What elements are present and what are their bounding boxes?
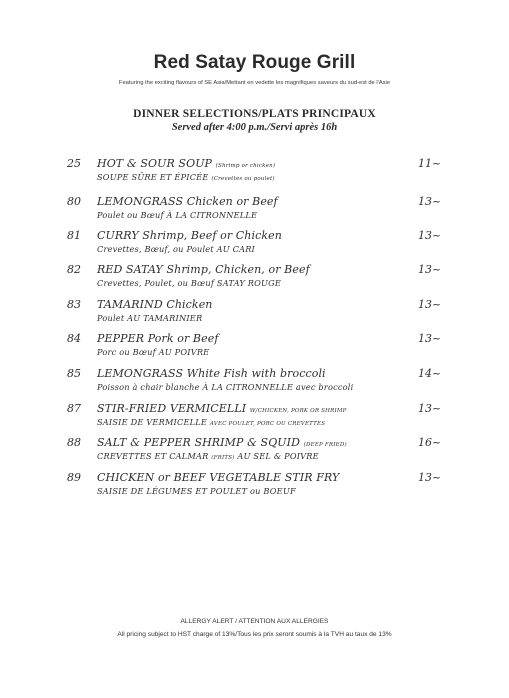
item-french: Porc ou Bœuf AU POIVRE	[97, 347, 210, 357]
menu-item	[0, 157, 509, 187]
item-name: CHICKEN or BEEF VEGETABLE STIR FRY	[97, 471, 340, 484]
item-price: 13~	[418, 332, 442, 345]
menu-item	[0, 402, 509, 432]
item-french-note: (FRITS)	[211, 455, 235, 461]
item-french: Poulet ou Bœuf À LA CITRONNELLE	[97, 210, 258, 220]
item-name: PEPPER Pork or Beef	[97, 332, 219, 345]
item-french: Crevettes, Poulet, ou Bœuf SATAY ROUGE	[97, 278, 282, 288]
item-french: CREVETTES ET CALMAR (FRITS) AU SEL & POIVRE	[97, 451, 319, 461]
item-french-note: (Crevettes ou poulet)	[211, 176, 275, 182]
allergy-alert: ALLERGY ALERT / ATTENTION AUX ALLERGIES	[180, 618, 329, 625]
item-name: LEMONGRASS White Fish with broccoli	[97, 367, 326, 380]
item-price: 13~	[418, 402, 442, 415]
item-name: STIR-FRIED VERMICELLI W/CHICKEN, PORK OR SHRIMP	[97, 402, 347, 415]
item-name: LEMONGRASS Chicken or Beef	[97, 195, 278, 208]
item-french: Poulet AU TAMARINIER	[97, 313, 203, 323]
item-french: Crevettes, Bœuf, ou Poulet AU CARI	[97, 244, 255, 254]
item-price: 13~	[418, 229, 442, 242]
item-name-note: (DEEP FRIED)	[303, 442, 347, 448]
item-number: 80	[67, 195, 81, 208]
menu-item	[0, 332, 509, 362]
item-price: 14~	[418, 367, 442, 380]
item-name: RED SATAY Shrimp, Chicken, or Beef	[97, 263, 310, 276]
menu-item	[0, 195, 509, 225]
item-name-note: (Shrimp or chicken)	[215, 163, 276, 169]
menu-item	[0, 436, 509, 466]
item-price: 13~	[418, 298, 442, 311]
menu-item	[0, 263, 509, 293]
item-price: 16~	[418, 436, 442, 449]
item-number: 82	[67, 263, 81, 276]
item-number: 81	[67, 229, 81, 242]
menu-item	[0, 298, 509, 328]
item-price: 13~	[418, 195, 442, 208]
restaurant-title: Red Satay Rouge Grill	[153, 52, 356, 73]
item-name: TAMARIND Chicken	[97, 298, 213, 311]
item-french: SOUPE SÛRE ET ÉPICÉE (Crevettes ou poulet)	[97, 172, 275, 182]
item-number: 83	[67, 298, 81, 311]
item-number: 85	[67, 367, 81, 380]
section-subheading: Served after 4:00 p.m./Servi après 16h	[171, 122, 338, 133]
item-name-note: W/CHICKEN, PORK OR SHRIMP	[249, 408, 347, 414]
item-number: 87	[67, 402, 81, 415]
item-number: 89	[67, 471, 81, 484]
item-price: 11~	[418, 157, 442, 170]
section-heading: DINNER SELECTIONS/PLATS PRINCIPAUX	[133, 108, 376, 120]
item-french: SAISIE DE VERMICELLE AVEC POULET, PORC OU CREVETTES	[97, 417, 326, 427]
menu-item	[0, 367, 509, 397]
item-french: SAISIE DE LÉGUMES ET POULET ou BOEUF	[97, 486, 296, 496]
item-number: 84	[67, 332, 81, 345]
item-name: CURRY Shrimp, Beef or Chicken	[97, 229, 282, 242]
item-name: SALT & PEPPER SHRIMP & SQUID (DEEP FRIED)	[97, 436, 347, 449]
pricing-note: All pricing subject to HST charge of 13%/Tous les prix seront soumis à la TVH au taux de 13%	[117, 631, 392, 638]
item-french: Poisson à chair blanche À LA CITRONNELLE avec broccoli	[97, 382, 354, 392]
menu-item	[0, 471, 509, 501]
item-name: HOT & SOUR SOUP (Shrimp or chicken)	[97, 157, 276, 170]
restaurant-tagline: Featuring the exciting flavours of SE Asia/Mettant en vedette les magnifiques saveurs du sud-est de l'Asie	[118, 80, 391, 86]
item-price: 13~	[418, 263, 442, 276]
item-number: 25	[67, 157, 81, 170]
item-number: 88	[67, 436, 81, 449]
menu-item	[0, 229, 509, 259]
item-french-note: AVEC POULET, PORC OU CREVETTES	[209, 421, 326, 427]
item-price: 13~	[418, 471, 442, 484]
